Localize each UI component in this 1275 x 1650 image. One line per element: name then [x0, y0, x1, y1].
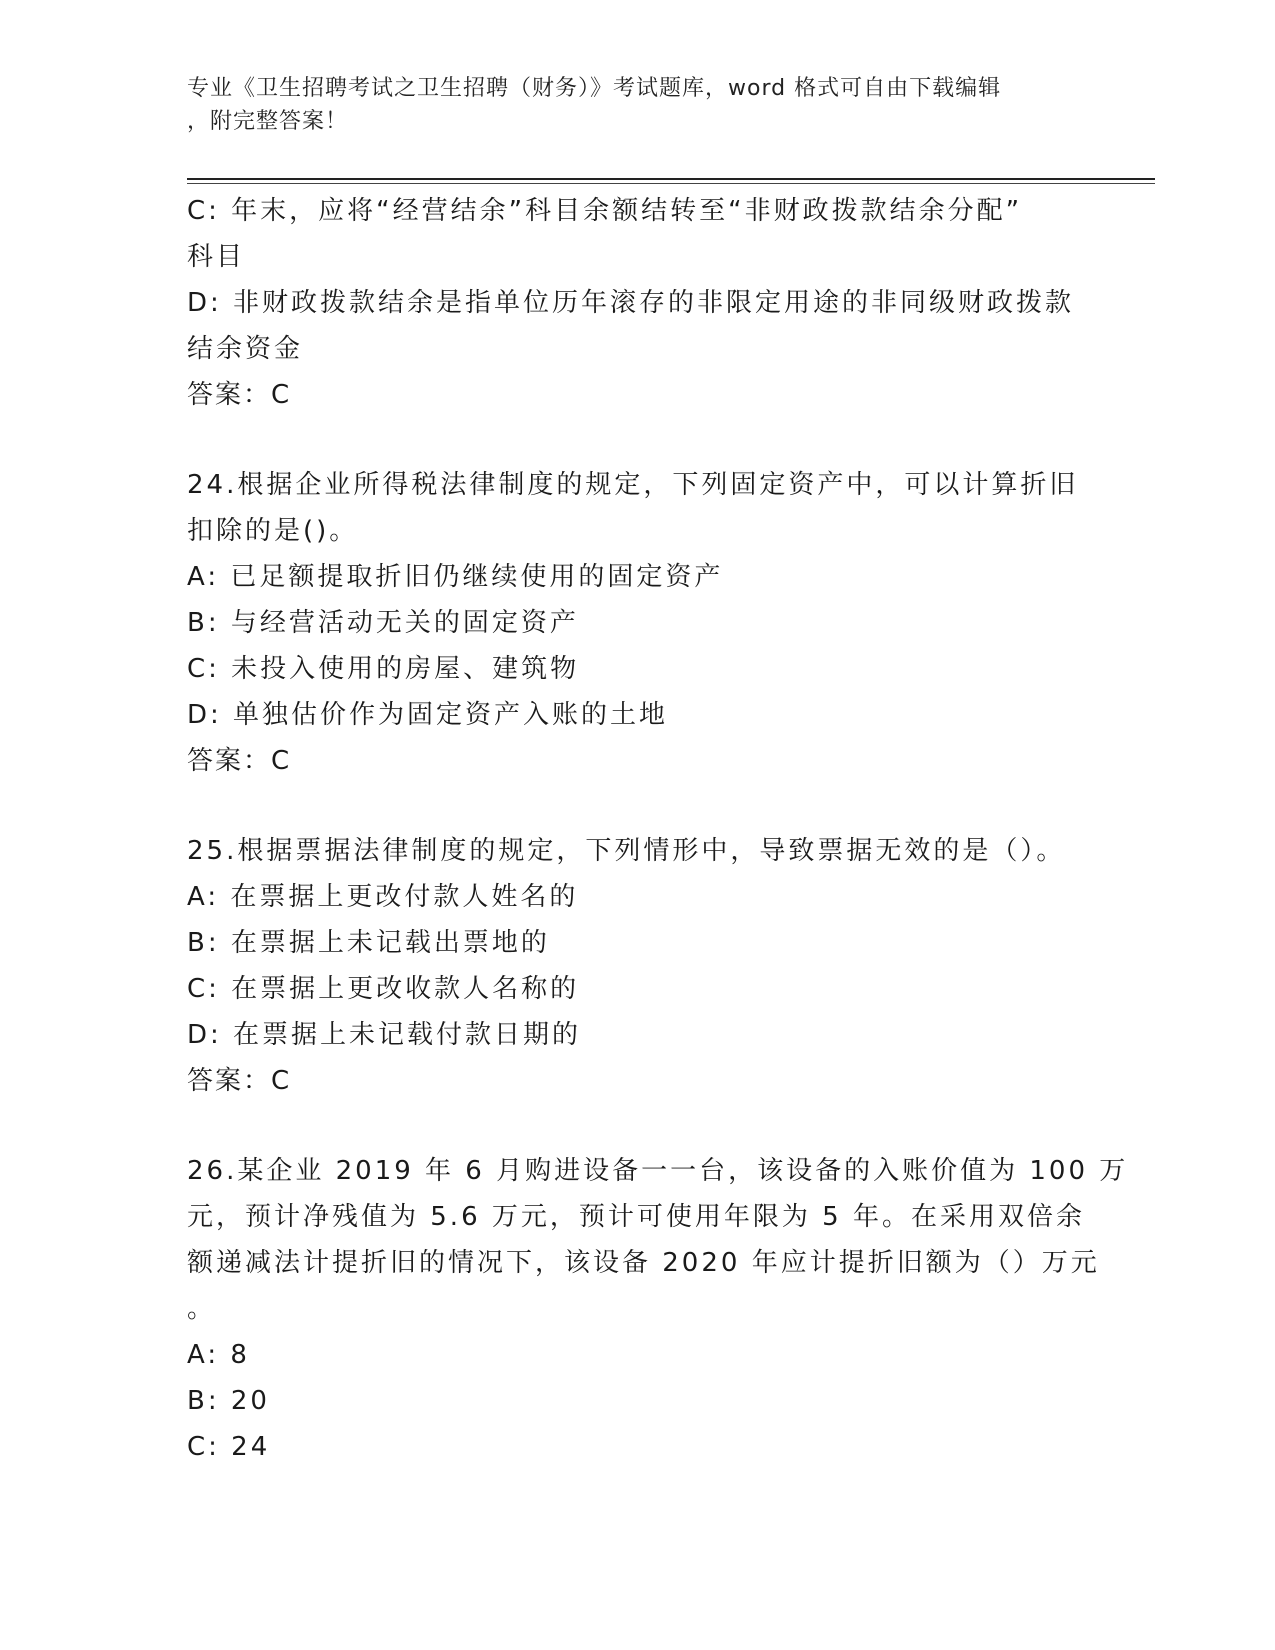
question-26-option-a: A: 8: [187, 1340, 250, 1370]
question-24: [187, 462, 1087, 784]
header-divider-thick: [187, 178, 1155, 180]
option-c-line-1: C: 年末，应将“经营结余”科目余额结转至“非财政拨款结余分配”: [187, 196, 1023, 226]
question-25-stem-line-1: 25.根据票据法律制度的规定，下列情形中，导致票据无效的是（）。: [187, 836, 1066, 866]
question-25-option-d: D: 在票据上未记载付款日期的: [187, 1020, 582, 1050]
question-26-stem-line-2: 元，预计净残值为 5.6 万元，预计可使用年限为 5 年。在采用双倍余: [187, 1202, 1085, 1232]
document-header: [187, 72, 1067, 138]
option-c-line-2: 科目: [187, 242, 246, 272]
answer-24: 答案：C: [187, 746, 292, 776]
answer-25: 答案：C: [187, 1066, 292, 1096]
question-24-option-b: B: 与经营活动无关的固定资产: [187, 608, 579, 638]
header-line-1: 专业《卫生招聘考试之卫生招聘（财务）》考试题库，word 格式可自由下载编辑: [187, 76, 1002, 101]
option-d-line-2: 结余资金: [187, 334, 304, 364]
question-25: [187, 828, 1087, 1104]
option-d-line-1: D: 非财政拨款结余是指单位历年滚存的非限定用途的非同级财政拨款: [187, 288, 1075, 318]
question-25-option-a: A: 在票据上更改付款人姓名的: [187, 882, 579, 912]
question-25-option-c: C: 在票据上更改收款人名称的: [187, 974, 580, 1004]
question-24-stem-line-1: 24.根据企业所得税法律制度的规定，下列固定资产中，可以计算折旧: [187, 470, 1079, 500]
question-25-option-b: B: 在票据上未记载出票地的: [187, 928, 550, 958]
question-26-option-c: C: 24: [187, 1432, 271, 1462]
question-26-stem-line-4: 。: [187, 1294, 217, 1324]
question-23-tail: [187, 188, 1087, 418]
header-divider-thin: [187, 183, 1155, 184]
question-24-option-c: C: 未投入使用的房屋、建筑物: [187, 654, 580, 684]
question-24-option-a: A: 已足额提取折旧仍继续使用的固定资产: [187, 562, 724, 592]
question-26-option-b: B: 20: [187, 1386, 270, 1416]
question-24-stem-line-2: 扣除的是()。: [187, 516, 359, 546]
answer-23: 答案：C: [187, 380, 292, 410]
question-content: [187, 188, 1129, 1470]
question-26-stem-line-1: 26.某企业 2019 年 6 月购进设备一一台，该设备的入账价值为 100 万: [187, 1156, 1129, 1186]
header-line-2: ，附完整答案！: [187, 109, 349, 134]
question-24-option-d: D: 单独估价作为固定资产入账的土地: [187, 700, 669, 730]
question-26: [187, 1148, 1129, 1470]
question-26-stem-line-3: 额递减法计提折旧的情况下，该设备 2020 年应计提折旧额为（）万元: [187, 1248, 1100, 1278]
